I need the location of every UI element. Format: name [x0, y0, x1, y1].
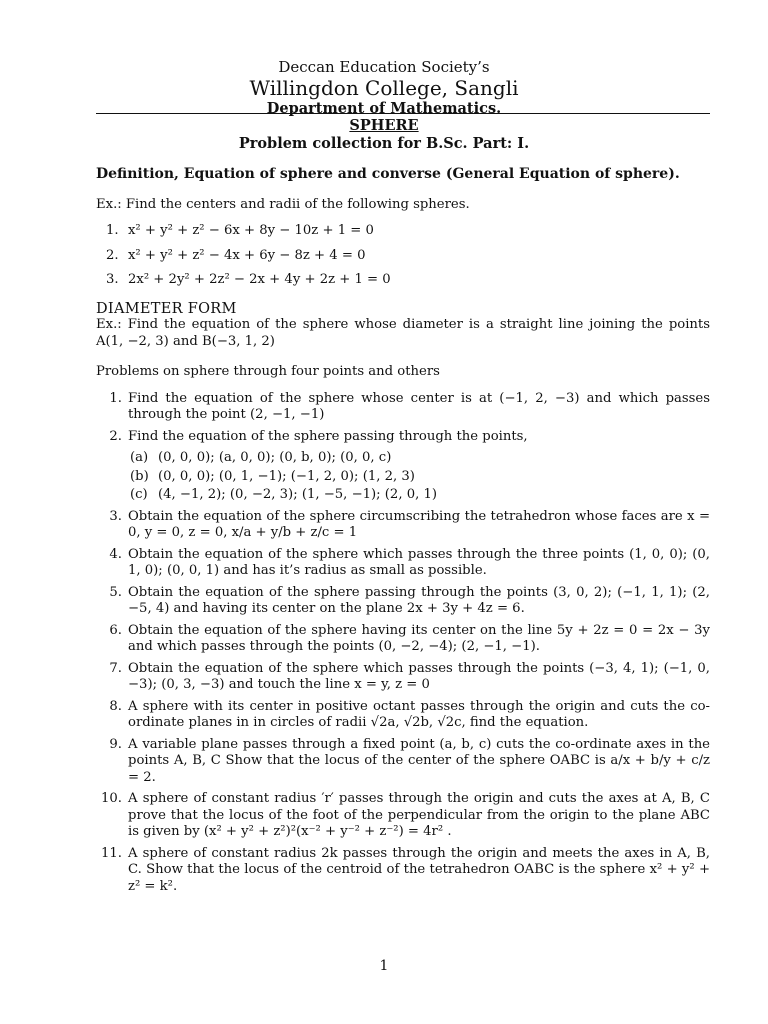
page-number: 1: [379, 958, 389, 974]
equation-item: [96, 272, 710, 289]
section-title: Definition, Equation of sphere and converse (General Equation of sphere).: [96, 166, 680, 182]
problem-text: Find the equation of the sphere whose center is at (−1, 2, −3) and which passes through the point (2, −1, −1): [128, 390, 710, 422]
college-name: Willingdon College, Sangli: [249, 76, 519, 100]
problem-number: 8.: [109, 698, 122, 714]
problem-number: 9.: [109, 736, 122, 752]
problem-item: [96, 699, 710, 732]
equation-text: x² + y² + z² − 6x + 8y − 10z + 1 = 0: [128, 223, 374, 238]
equation-number: 3.: [106, 272, 119, 287]
sub-problem: [96, 450, 710, 467]
equation-item: [96, 223, 710, 240]
topic-title-text: SPHERE: [349, 117, 419, 134]
problem-item: [96, 547, 710, 580]
problem-item: [96, 509, 710, 542]
sub-problem-label: (a): [130, 450, 149, 465]
problem-number: 4.: [109, 546, 122, 562]
problem-text: Obtain the equation of the sphere which passes through the points (−3, 4, 1); (−1, 0, −3); (0, 3, −3) and touch the line x = y, z = 0: [128, 660, 710, 692]
problem-number: 10.: [101, 791, 122, 806]
problem-text: A sphere of constant radius 2k passes through the origin and meets the axes in A, B, C. Show that the locus of the centroid of the tetrahedron OABC is the sphere x² + y² + z² = k².: [128, 845, 710, 894]
problem-text: Obtain the equation of the sphere passing through the points (3, 0, 2); (−1, 1, 1); (2, −5, 4) and having its center on the plane 2x + 3y + 4z = 6.: [128, 584, 710, 616]
sub-problem: [96, 487, 710, 504]
sub-problem-text: (0, 0, 0); (a, 0, 0); (0, b, 0); (0, 0, c): [158, 450, 392, 465]
document-content: [96, 166, 710, 900]
equation-item: [96, 248, 710, 265]
sub-problem-label: (b): [130, 468, 149, 484]
problems-intro: Problems on sphere through four points and others: [96, 364, 440, 379]
section-intro: Ex.: Find the centers and radii of the following spheres.: [96, 196, 470, 212]
problem-number: 7.: [109, 660, 122, 676]
equation-list: [96, 223, 710, 289]
problem-item: [96, 429, 710, 446]
sub-problem-label: (c): [130, 487, 148, 502]
sub-problem: [96, 469, 710, 486]
department-name: Department of Mathematics.: [266, 100, 502, 117]
problem-text: Obtain the equation of the sphere having its center on the line 5y + 2z = 0 = 2x − 3y and which passes through the points (0, −2, −4); (2, −1, −1).: [128, 622, 710, 654]
problem-text: A variable plane passes through a fixed point (a, b, c) cuts the co-ordinate axes in the points A, B, C Show that the locus of the center of the sphere OABC is a/x + b/y + c/z = 2.: [128, 736, 710, 785]
problem-item: [96, 791, 710, 841]
diameter-form-text: Ex.: Find the equation of the sphere whose diameter is a straight line joining the points A(1, −2, 3) and B(−3, 1, 2): [96, 317, 710, 349]
header-rule: [96, 113, 710, 114]
problem-item: [96, 623, 710, 656]
problem-item: [96, 391, 710, 424]
equation-number: 1.: [106, 223, 119, 238]
problem-number: 1.: [109, 390, 122, 406]
society-name: Deccan Education Society’s: [278, 58, 490, 76]
equation-text: x² + y² + z² − 4x + 6y − 8z + 4 = 0: [128, 247, 366, 263]
equation-text: 2x² + 2y² + 2z² − 2x + 4y + 2z + 1 = 0: [128, 272, 391, 287]
collection-title: Problem collection for B.Sc. Part: I.: [238, 135, 530, 152]
problem-text: Obtain the equation of the sphere which passes through the three points (1, 0, 0); (0, 1, 0); (0, 0, 1) and has it’s radius as small as possible.: [128, 546, 710, 578]
diameter-form-title: DIAMETER FORM: [96, 300, 237, 317]
topic-title: [0, 117, 768, 135]
problem-text: Find the equation of the sphere passing through the points,: [128, 428, 528, 444]
problem-text: A sphere with its center in positive octant passes through the origin and cuts the co-ordinate planes in in circles of radii √2a, √2b, √2c, find the equation.: [128, 698, 710, 730]
equation-number: 2.: [106, 247, 119, 263]
sub-problem-text: (0, 0, 0); (0, 1, −1); (−1, 2, 0); (1, 2, 3): [158, 468, 415, 484]
problem-number: 5.: [109, 584, 122, 600]
sub-problem-text: (4, −1, 2); (0, −2, 3); (1, −5, −1); (2, 0, 1): [158, 487, 438, 502]
problem-item: [96, 661, 710, 694]
problem-item: [96, 846, 710, 896]
document-header: [0, 58, 768, 118]
problem-number: 2.: [109, 428, 122, 444]
problem-number: 3.: [109, 508, 122, 524]
problem-item: [96, 585, 710, 618]
problem-item: [96, 737, 710, 787]
problem-text: Obtain the equation of the sphere circumscribing the tetrahedron whose faces are x = 0, y = 0, z = 0, x/a + y/b + z/c = 1: [128, 508, 710, 540]
problem-number: 6.: [109, 622, 122, 638]
problem-text: A sphere of constant radius ′r′ passes through the origin and cuts the axes at A, B, C prove that the locus of the foot of the perpendicular from the origin to the plane ABC is given by (x² + y² + z²)²(x⁻² + y⁻² + z⁻²) = 4r² .: [128, 791, 710, 839]
problem-number: 11.: [101, 845, 122, 861]
